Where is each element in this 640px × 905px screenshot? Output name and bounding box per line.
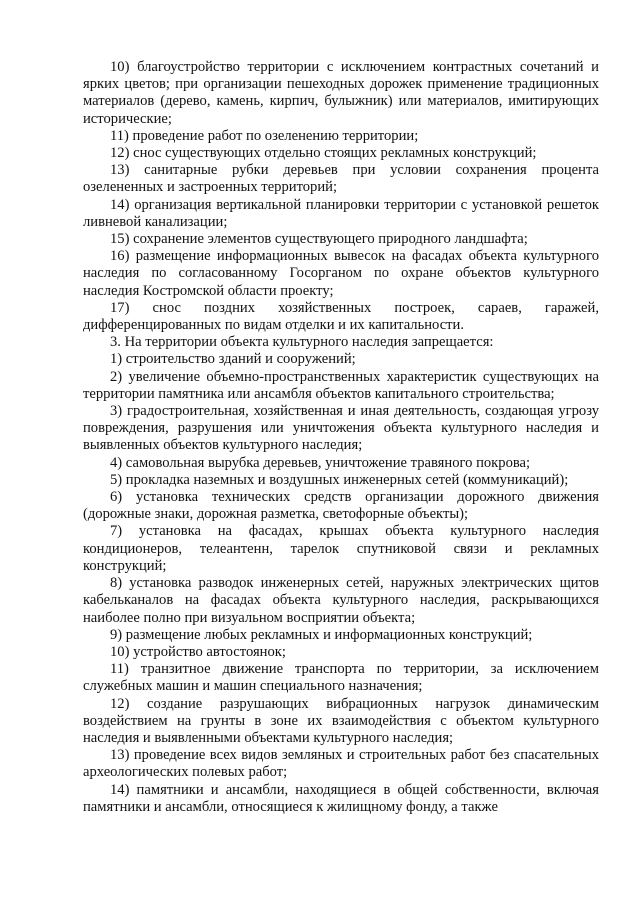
prohibition-item-13: 13) проведение всех видов земляных и строительных работ без спасательных археологических полевых работ; (83, 747, 599, 781)
prohibition-item-6: 6) установка технических средств организации дорожного движения (дорожные знаки, дорожная разметка, светофорные объекты); (83, 489, 599, 523)
prohibition-item-8: 8) установка разводок инженерных сетей, наружных электрических щитов кабельканалов на фасадах объекта культурного наследия, раскрывающихся наиболее полно при визуальном восприятии объекта; (83, 575, 599, 626)
prohibition-item-11: 11) транзитное движение транспорта по территории, за исключением служебных машин и машин специального назначения; (83, 661, 599, 695)
paragraph-item-15-landscape-preservation: 15) сохранение элементов существующего природного ландшафта; (110, 231, 528, 248)
paragraph-item-12-ad-removal: 12) снос существующих отдельно стоящих рекламных конструкций; (110, 145, 537, 162)
paragraph-item-16-signage: 16) размещение информационных вывесок на фасадах объекта культурного наследия по согласованному Госорганом по охране объектов культурного наследия Костромской области проекту; (83, 248, 599, 299)
section-3-heading: 3. На территории объекта культурного наследия запрещается: (110, 334, 494, 351)
prohibition-item-7: 7) установка на фасадах, крышах объекта культурного наследия кондиционеров, телеантенн, тарелок спутниковой связи и рекламных конструкций; (83, 523, 599, 574)
prohibition-item-12: 12) создание разрушающих вибрационных нагрузок динамическим воздействием на грунты в зоне их взаимодействия с объектом культурного наследия и выявленными объектами культурного наследия; (83, 695, 599, 746)
paragraph-item-10-landscaping: 10) благоустройство территории с исключением контрастных сочетаний и ярких цветов; при организации пешеходных дорожек применение традиционных материалов (дерево, камень, кирпич, булыжник) или материалов, имитирующих исторические; (83, 59, 599, 127)
prohibition-item-10: 10) устройство автостоянок; (110, 643, 286, 660)
prohibition-item-14: 14) памятники и ансамбли, находящиеся в общей собственности, включая памятники и ансамбли, относящиеся к жилищному фонду, а также (83, 781, 599, 815)
prohibition-item-5: 5) прокладка наземных и воздушных инженерных сетей (коммуникаций); (110, 471, 569, 488)
prohibition-item-3: 3) градостроительная, хозяйственная и иная деятельность, создающая угрозу повреждения, разрушения или уничтожения объекта культурного наследия и выявленных объектов культурного наследия; (83, 403, 599, 454)
prohibition-item-1: 1) строительство зданий и сооружений; (110, 351, 356, 368)
document-page (83, 59, 599, 816)
prohibition-item-4: 4) самовольная вырубка деревьев, уничтожение травяного покрова; (110, 454, 531, 471)
paragraph-item-17-outbuildings: 17) снос поздних хозяйственных построек, сараев, гаражей, дифференцированных по видам отделки и их капитальности. (83, 299, 599, 334)
prohibition-item-2: 2) увеличение объемно-пространственных характеристик существующих на территории памятника или ансамбля объектов капитального строительства; (83, 368, 599, 402)
paragraph-item-13-sanitary-felling: 13) санитарные рубки деревьев при условии сохранения процента озелененных и застроенных территорий; (83, 162, 599, 196)
prohibition-item-9: 9) размещение любых рекламных и информационных конструкций; (110, 626, 533, 643)
paragraph-item-14-vertical-planning: 14) организация вертикальной планировки территории с установкой решеток ливневой канализации; (83, 196, 599, 230)
paragraph-item-11-greening: 11) проведение работ по озеленению территории; (110, 127, 419, 144)
